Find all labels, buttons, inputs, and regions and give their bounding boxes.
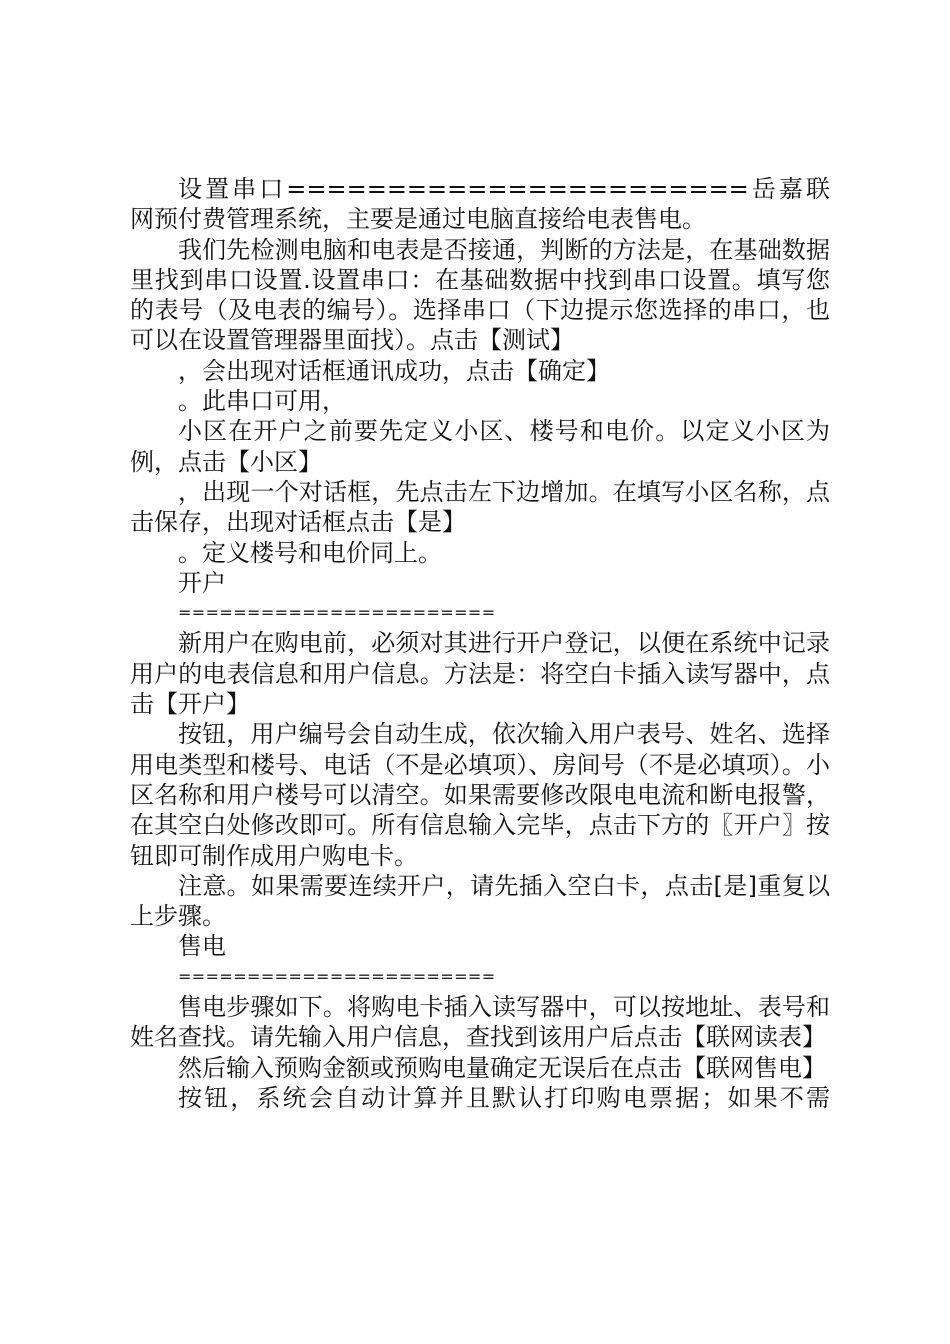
- paragraph-enter-amount: 然后输入预购金额或预购电量确定无误后在点击【联网售电】: [178, 1053, 826, 1082]
- paragraph-serial-port-intro: 设置串口=======================岳嘉联网预付费管理系统，主要是通过电脑直接给电表售电。: [130, 175, 830, 234]
- paragraph-check-connection: 我们先检测电脑和电表是否接通，判断的方法是，在基础数据里找到串口设置.设置串口：在基础数据中找到串口设置。填写您的表号（及电表的编号）。选择串口（下边提示您选择的串口，也可以在设置管理器里面找）。点击【测试】: [130, 235, 830, 355]
- paragraph-define-community: 小区在开户之前要先定义小区、楼号和电价。以定义小区为例，点击【小区】: [130, 417, 830, 476]
- paragraph-dialog-success: ，会出现对话框通讯成功，点击【确定】: [178, 356, 610, 385]
- paragraph-new-user-registration: 新用户在购电前，必须对其进行开户登记，以便在系统中记录用户的电表信息和用户信息。方法是：将空白卡插入读写器中，点击【开户】: [130, 629, 830, 719]
- paragraph-auto-calculate: 按钮，系统会自动计算并且默认打印购电票据；如果不需: [178, 1083, 830, 1112]
- paragraph-sell-steps: 售电步骤如下。将购电卡插入读写器中，可以按地址、表号和姓名查找。请先输入用户信息，查找到该用户后点击【联网读表】: [130, 993, 830, 1052]
- document-body: [130, 174, 830, 1113]
- section-heading-sell-electricity: 售电: [178, 932, 226, 961]
- paragraph-note-continuous-open: 注意。如果需要连续开户，请先插入空白卡，点击[是]重复以上步骤。: [130, 871, 830, 931]
- section-separator-open-account: =======================: [178, 603, 496, 623]
- section-separator-sell-electricity: =======================: [178, 966, 496, 986]
- paragraph-port-usable: 。此串口可用，: [178, 387, 346, 416]
- paragraph-add-community: ，出现一个对话框，先点击左下边增加。在填写小区名称，点击保存，出现对话框点击【是】: [130, 477, 830, 537]
- section-heading-open-account: 开户: [178, 568, 226, 597]
- paragraph-define-building-price: 。定义楼号和电价同上。: [178, 538, 442, 567]
- paragraph-open-account-steps: 按钮，用户编号会自动生成，依次输入用户表号、姓名、选择用电类型和楼号、电话（不是必填项）、房间号（不是必填项）。小区名称和用户楼号可以清空。如果需要修改限电电流和断电报警，在其空白处修改即可。所有信息输入完毕，点击下方的〖开户〗按钮即可制作成用户购电卡。: [130, 720, 830, 870]
